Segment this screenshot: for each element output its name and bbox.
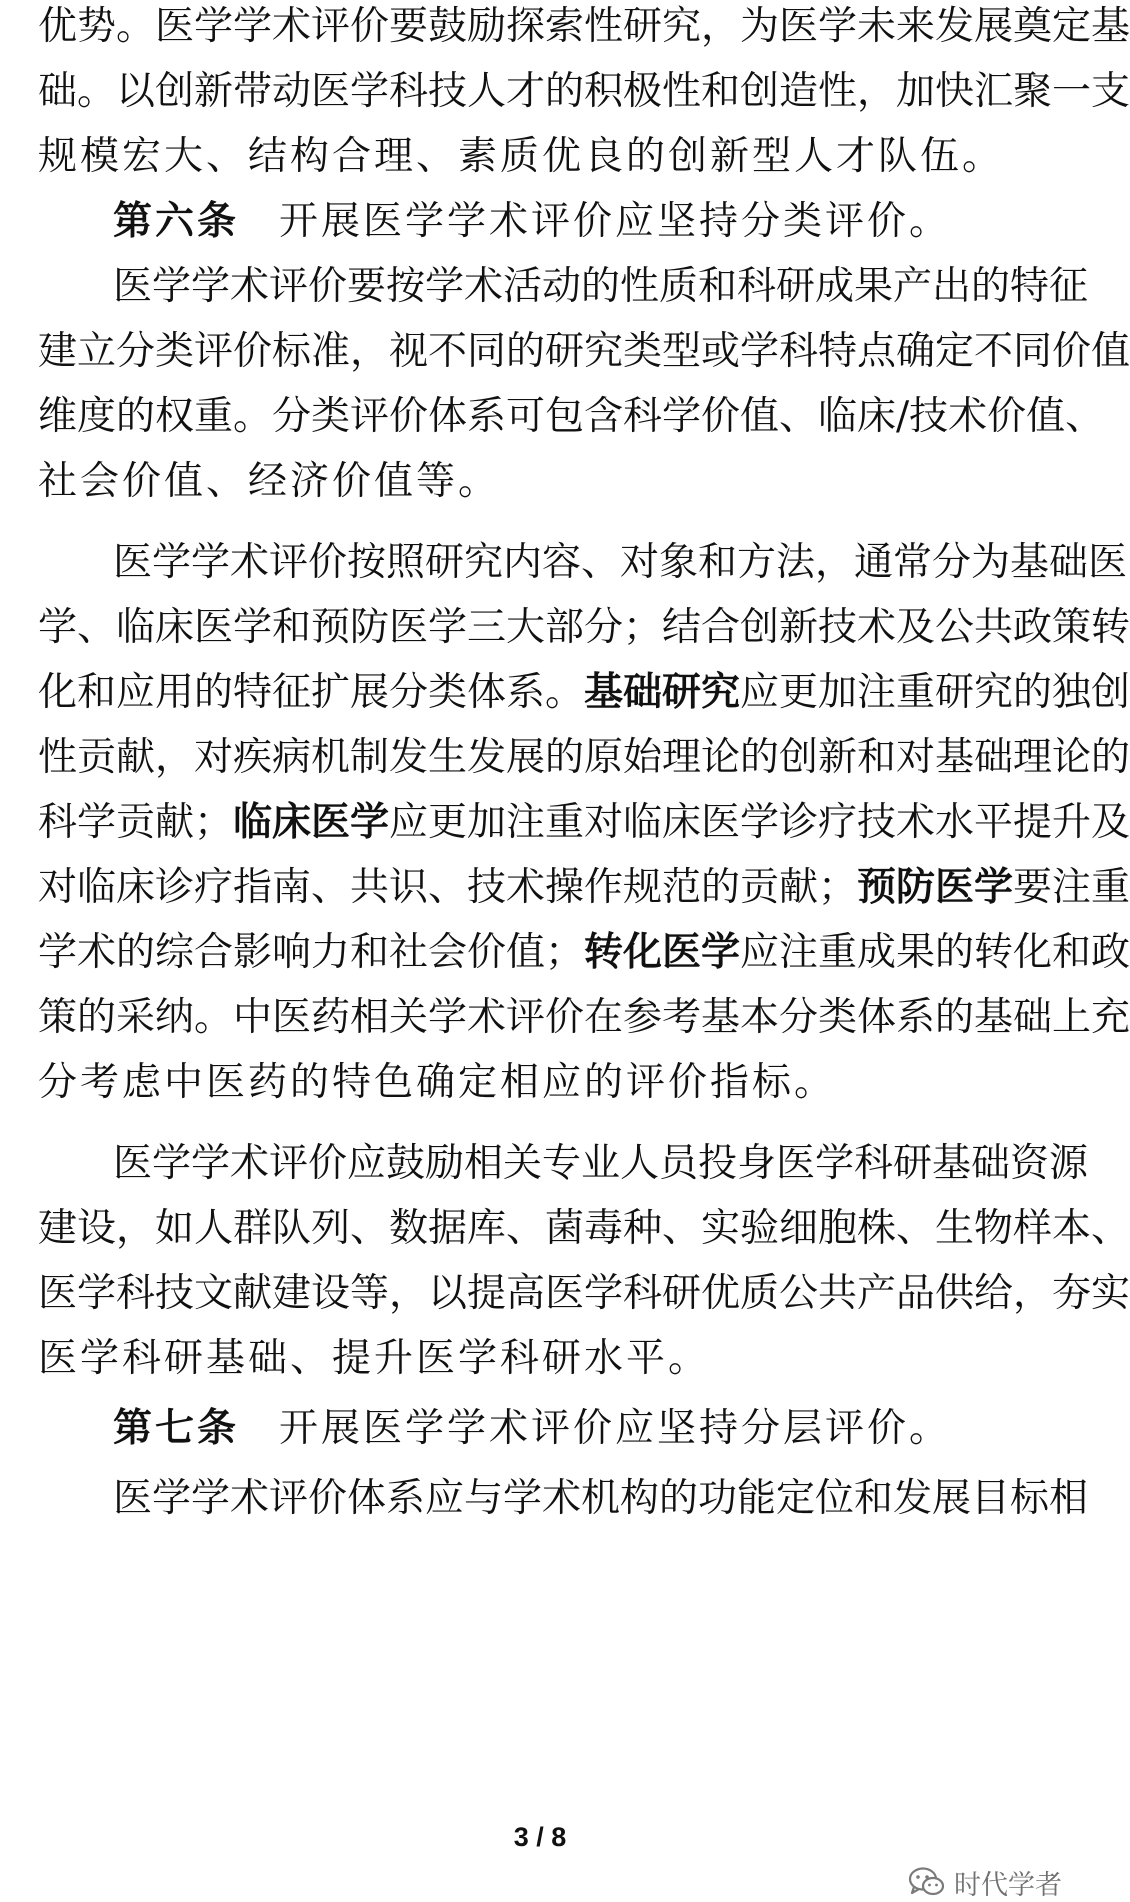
text-line [38,798,1130,848]
text-line: 建立分类评价标准，视不同的研究类型或学科特点确定不同价值 [38,329,1130,374]
watermark-text: 时代学者 [954,1869,1062,1901]
text-segment: 应注重成果的转化和政 [740,930,1130,975]
text-line: 建设，如人群队列、数据库、菌毒种、实验细胞株、生物样本、 [38,1206,1130,1251]
article-title: 开展医学学术评价应坚持分层评价。 [279,1406,952,1451]
page-number: 3 / 8 [513,1822,567,1852]
account-watermark [908,1862,1062,1902]
text-line: 医学学术评价按照研究内容、对象和方法，通常分为基础医 [113,540,1128,585]
text-segment: 科学贡献； [38,800,234,845]
bold-term: 临床医学 [233,800,390,845]
text-line: 医学学术评价应鼓励相关专业人员投身医学科研基础资源 [113,1141,1089,1186]
article-label: 第六条 [113,199,240,244]
text-line: 医学科研基础、提升医学科研水平。 [38,1336,711,1381]
text-line: 性贡献，对疾病机制发生发展的原始理论的创新和对基础理论的 [38,735,1130,780]
text-line [38,668,1130,718]
article-heading-7 [113,1404,1058,1454]
bold-term: 基础研究 [584,670,741,715]
text-segment: 应更加注重对临床医学诊疗技术水平提升及 [389,800,1130,845]
text-line: 策的采纳。中医药相关学术评价在参考基本分类体系的基础上充 [38,995,1130,1040]
text-segment: 应更加注重研究的独创 [740,670,1130,715]
text-line [38,928,1130,978]
bold-term: 预防医学 [857,865,1014,910]
text-segment: 学术的综合影响力和社会价值； [38,930,585,975]
text-line: 础。以创新带动医学科技人才的积极性和创造性，加快汇聚一支 [38,69,1130,114]
bold-term: 转化医学 [584,930,741,975]
text-segment: 要注重 [1013,865,1130,910]
text-segment: 对临床诊疗指南、共识、技术操作规范的贡献； [38,865,858,910]
text-segment: 化和应用的特征扩展分类体系。 [38,670,585,715]
text-line: 规模宏大、结构合理、素质优良的创新型人才队伍。 [38,134,1005,179]
text-line: 医学学术评价体系应与学术机构的功能定位和发展目标相 [113,1476,1089,1521]
article-label: 第七条 [113,1406,240,1451]
article-title: 开展医学学术评价应坚持分类评价。 [279,199,952,244]
wechat-icon [908,1866,946,1898]
text-line [38,863,1130,913]
text-line: 分考虑中医药的特色确定相应的评价指标。 [38,1060,837,1105]
text-line: 维度的权重。分类评价体系可包含科学价值、临床/技术价值、 [38,394,1105,439]
article-heading-6 [113,197,1058,247]
text-line: 医学科技文献建设等，以提高医学科研优质公共产品供给，夯实 [38,1271,1130,1316]
text-line: 社会价值、经济价值等。 [38,459,501,504]
text-line: 优势。医学学术评价要鼓励探索性研究，为医学未来发展奠定基 [38,4,1130,49]
text-line: 学、临床医学和预防医学三大部分；结合创新技术及公共政策转 [38,605,1130,650]
text-line: 医学学术评价要按学术活动的性质和科研成果产出的特征 [113,264,1089,309]
